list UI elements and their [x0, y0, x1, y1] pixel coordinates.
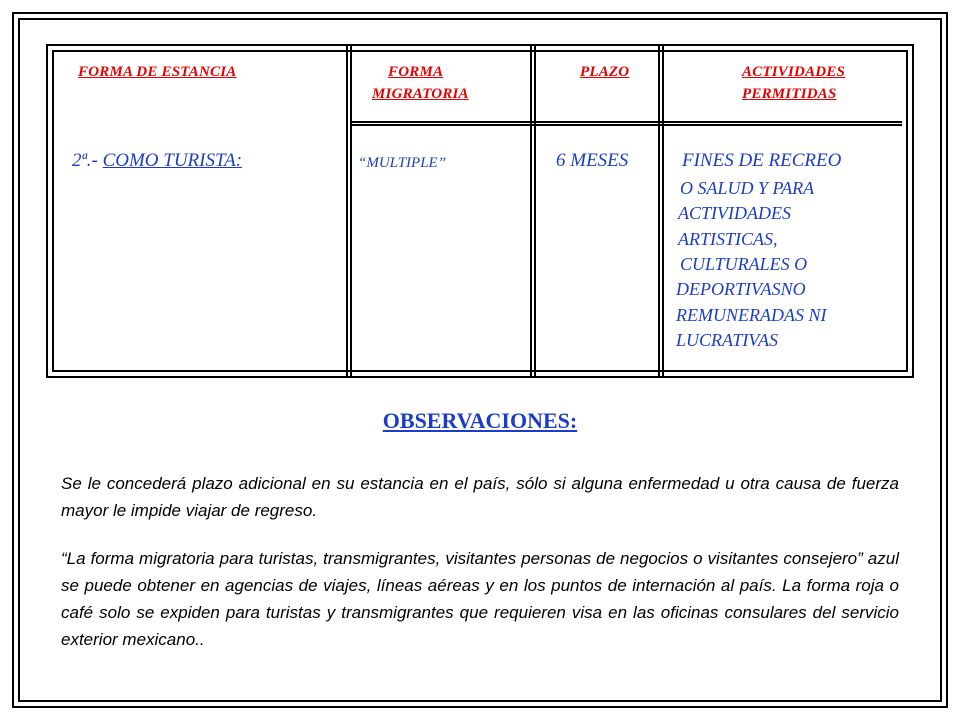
column-divider-2 [530, 46, 536, 376]
row-category [72, 150, 242, 172]
header-forma-line1: FORMA [388, 64, 444, 80]
header-actividades-line2: PERMITIDAS [742, 86, 837, 102]
actividades-line: ARTISTICAS, [678, 229, 778, 249]
header-forma-estancia: FORMA DE ESTANCIA [78, 64, 237, 80]
header-actividades-line1: ACTIVIDADES [742, 64, 846, 80]
actividades-line: ACTIVIDADES [678, 203, 791, 223]
actividades-line: REMUNERADAS NI [676, 305, 827, 325]
actividades-line: O SALUD Y PARA [680, 178, 815, 198]
actividades-line: DEPORTIVASNO [676, 279, 806, 299]
actividades-line: LUCRATIVAS [676, 330, 778, 350]
observaciones-title: OBSERVACIONES: [382, 408, 578, 433]
actividades-line: FINES DE RECREO [682, 150, 842, 171]
observaciones-paragraph-2: “La forma migratoria para turistas, transmigrantes, visitantes personas de negocios o visitantes consejero” azul se puede obtener en agencias de viajes, líneas aéreas y en los puntos de internación al país. La forma roja o café solo se expiden para turistas y transmigrantes que requieren visa en las oficinas consulares del servicio exterior mexicano.. [61, 549, 899, 649]
row-prefix: 2ª.- [72, 150, 103, 171]
observaciones-paragraph-1: Se le concederá plazo adicional en su estancia en el país, sólo si alguna enfermedad u otra causa de fuerza mayor le impide viajar de regreso. [61, 474, 899, 520]
header-forma-line2: MIGRATORIA [372, 86, 469, 102]
row-category-label: COMO TURISTA: [102, 150, 243, 171]
column-divider-1 [346, 46, 352, 376]
column-divider-3 [658, 46, 664, 376]
row-forma: “MULTIPLE” [358, 155, 447, 171]
actividades-line: CULTURALES O [680, 254, 808, 274]
header-plazo: PLAZO [580, 64, 630, 80]
row-plazo: 6 MESES [556, 150, 629, 171]
header-divider [350, 121, 902, 126]
